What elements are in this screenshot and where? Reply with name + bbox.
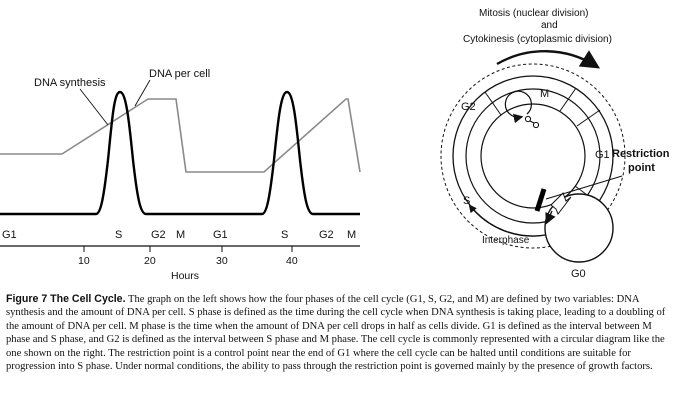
x-tick-label: 10 xyxy=(78,255,90,267)
figure-caption xyxy=(6,293,678,373)
interphase-label: Interphase xyxy=(482,235,530,246)
restriction-point-label: Restriction xyxy=(612,148,670,160)
cycle-phase-s: S xyxy=(463,195,471,207)
phase-label: G2 xyxy=(319,229,334,241)
cycle-phase-g2: G2 xyxy=(461,101,476,113)
and-label: and xyxy=(541,20,558,31)
restriction-point-label-line2: point xyxy=(628,162,655,174)
phase-label: G1 xyxy=(213,229,228,241)
x-tick-label: 20 xyxy=(144,255,156,267)
dna-synthesis-label: DNA synthesis xyxy=(34,77,106,89)
mitosis-label: Mitosis (nuclear division) xyxy=(479,8,589,19)
phase-label: G1 xyxy=(2,229,17,241)
phase-label: M xyxy=(176,229,186,241)
g0-label: G0 xyxy=(571,268,586,280)
dna-per-cell-label: DNA per cell xyxy=(149,68,211,80)
x-tick-label: 40 xyxy=(286,255,298,267)
phase-label: S xyxy=(281,229,289,241)
dna-synthesis-pointer xyxy=(80,89,108,125)
cell-cycle-diagram xyxy=(441,8,670,280)
caption-title: Figure 7 The Cell Cycle. xyxy=(6,293,126,305)
mitosis-arrow xyxy=(497,51,596,66)
cell-cycle-graph xyxy=(0,68,360,282)
phase-label: M xyxy=(347,229,357,241)
cycle-phase-m: M xyxy=(540,88,550,100)
caption-body: The graph on the left shows how the four phases of the cell cycle (G1, S, G2, and M) are defined by two variables: DNA synthesis and the amount of DNA per cell. S phase is defined as the time during the cell cycle when DNA synthesis is taking place, leading to a doubling of the amount of DNA per cell. M phase is the time when the amount of DNA per cell drops in half as cells divide. G1 is defined as the interval between M phase and S phase, and G2 is defined as the interval between S phase and M phase. The cell cycle is commonly represented with a circular diagram like the one shown on the right. The restriction point is a control point near the end of G1 where the cell cycle can be halted until conditions are suitable for progression into S phase. Under normal conditions, the ability to pass through the restriction point is governed mainly by the presence of growth factors. xyxy=(6,294,666,373)
x-axis-label: Hours xyxy=(171,270,200,282)
cycle-phase-g1: G1 xyxy=(595,149,610,161)
dna-per-cell-line xyxy=(0,99,360,172)
x-tick-label: 30 xyxy=(216,255,228,267)
dna-synthesis-line xyxy=(0,92,360,214)
phase-label: G2 xyxy=(151,229,166,241)
cytokinesis-label: Cytokinesis (cytoplasmic division) xyxy=(463,34,612,45)
phase-label: S xyxy=(115,229,123,241)
